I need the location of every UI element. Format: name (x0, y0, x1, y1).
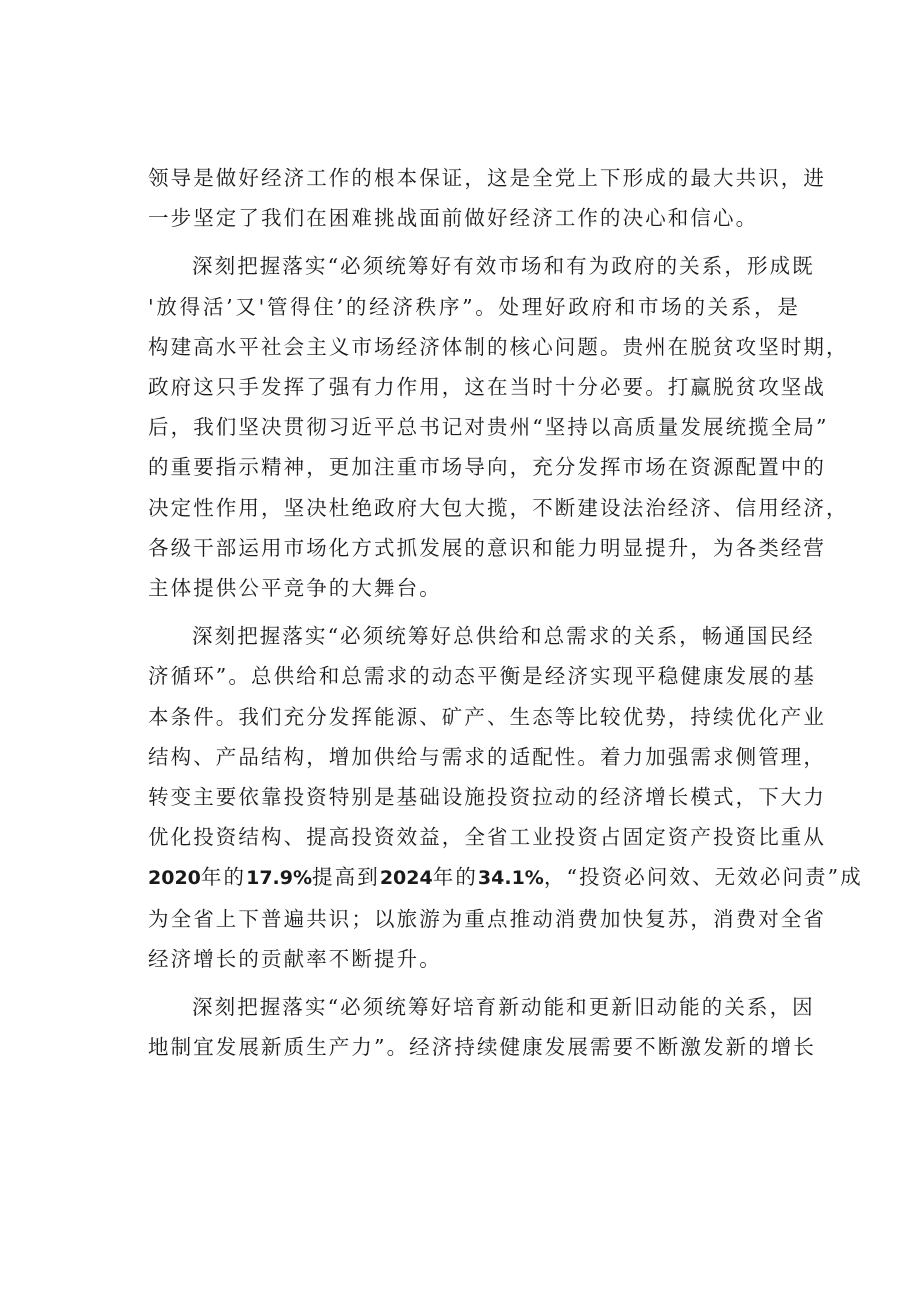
stat-text: 年的 (432, 865, 478, 890)
text-line: 政府这只手发挥了强有力作用，这在当时十分必要。打赢脱贫攻坚战 (148, 375, 826, 400)
document-body (148, 158, 863, 1075)
paragraph-4 (148, 987, 816, 1067)
text-line: 结构、产品结构，增加供给与需求的适配性。着力加强需求侧管理， (148, 744, 826, 769)
year-2020: 2020 (148, 867, 201, 890)
text-line: '放得活’又'管得住’的经济秩序”。处理好政府和市场的关系，是 (148, 294, 800, 319)
text-line: 深刻把握落实“必须统筹好总供给和总需求的关系，畅通国民经 (192, 624, 815, 649)
text-line: 经济增长的贡献率不断提升。 (148, 946, 442, 971)
paragraph-3 (148, 616, 863, 979)
text-line: 地制宜发展新质生产力”。经济持续健康发展需要不断激发新的增长 (148, 1035, 816, 1060)
stat-text: 提高到 (312, 865, 380, 890)
paragraph-2 (148, 246, 849, 608)
text-line: 本条件。我们充分发挥能源、矿产、生态等比较优势，持续优化产业 (148, 704, 826, 729)
stat-text: 年的 (200, 865, 247, 890)
percent-2024: 34.1% (477, 867, 544, 890)
text-line: 构建高水平社会主义市场经济体制的核心问题。贵州在脱贫攻坚时期， (148, 334, 849, 359)
year-2024: 2024 (379, 867, 433, 890)
text-line: 一步坚定了我们在困难挑战面前做好经济工作的决心和信心。 (148, 206, 759, 231)
text-line: 深刻把握落实“必须统筹好有效市场和有为政府的关系，形成既 (192, 254, 815, 279)
text-line: 主体提供公平竞争的大舞台。 (148, 576, 442, 601)
stat-line (148, 857, 863, 898)
percent-2020: 17.9% (246, 867, 313, 890)
paragraph-1 (148, 158, 826, 238)
text-line: 的重要指示精神，更加注重市场导向，充分发挥市场在资源配置中的 (148, 455, 826, 480)
stat-text: ，“投资必问效、无效必问责”成 (543, 865, 863, 890)
text-line: 济循环”。总供给和总需求的动态平衡是经济实现平稳健康发展的基 (148, 664, 816, 689)
text-line: 深刻把握落实“必须统筹好培育新动能和更新旧动能的关系，因 (192, 995, 815, 1020)
text-line: 优化投资结构、提高投资效益，全省工业投资占固定资产投资比重从 (148, 825, 826, 850)
text-line: 转变主要依靠投资特别是基础设施投资拉动的经济增长模式，下大力 (148, 785, 826, 810)
text-line: 决定性作用，坚决杜绝政府大包大揽，不断建设法治经济、信用经济， (148, 495, 849, 520)
text-line: 领导是做好经济工作的根本保证，这是全党上下形成的最大共识，进 (148, 166, 826, 190)
text-line: 为全省上下普遍共识；以旅游为重点推动消费加快复苏，消费对全省 (148, 906, 826, 931)
text-line: 各级干部运用市场化方式抓发展的意识和能力明显提升，为各类经营 (148, 535, 826, 560)
text-line: 后，我们坚决贯彻习近平总书记对贵州“坚持以高质量发展统揽全局” (148, 415, 829, 440)
